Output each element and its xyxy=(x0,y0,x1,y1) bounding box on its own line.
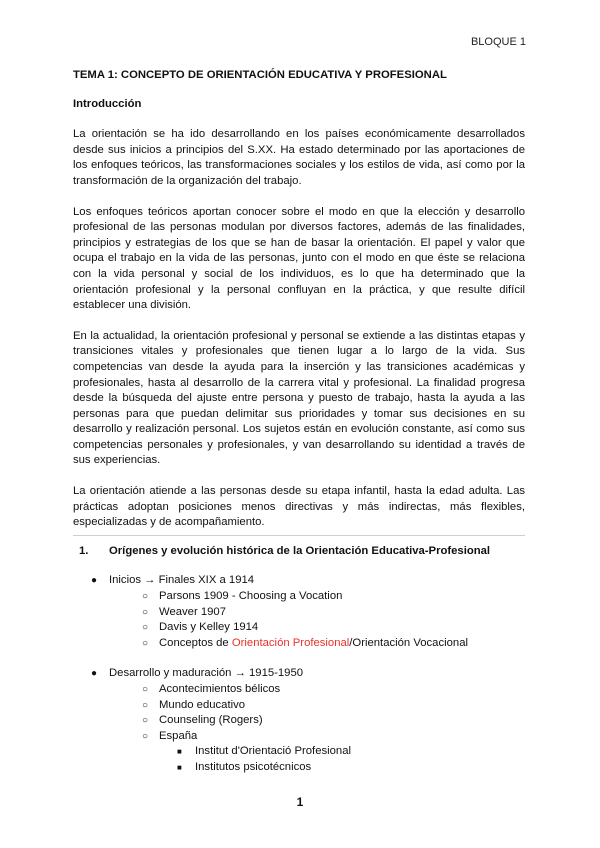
document-title: TEMA 1: CONCEPTO DE ORIENTACIÓN EDUCATIVA Y PROFESIONAL xyxy=(73,69,447,81)
list-item-inicios xyxy=(91,573,525,651)
list-item xyxy=(142,620,525,636)
list-item xyxy=(142,605,525,621)
paragraph: En la actualidad, la orientación profesional y personal se extiende a las distintas etapas y transiciones vitales y profesionales que tienen lugar a lo largo de la vida. Sus competencias van desde la ayuda para la inserción y las transiciones académicas y profesionales, hasta al desarrollo de la carrera vital y profesional. La finalidad progresa desde la búsqueda del ajuste entre persona y puesto de trabajo, hasta la ayuda a las personas para que puedan delimitar sus prioridades y tomar sus decisiones en su desarrollo y realización personal. Los sujetos están en evolución constante, así como sus competencias personales y profesionales, y van desarrollando su identidad a través de sus experiencias. xyxy=(73,329,525,467)
list-item-spain xyxy=(142,729,525,776)
list-item-text: Davis y Kelley 1914 xyxy=(159,621,259,634)
list-item-label: Desarrollo y maduración → 1915-1950 xyxy=(109,667,304,680)
sub-list xyxy=(109,589,525,651)
section-heading xyxy=(73,544,525,560)
highlighted-term: Orientación Profesional xyxy=(231,636,350,649)
list-item-desarrollo xyxy=(91,666,525,775)
list-item xyxy=(142,698,525,714)
outline-list xyxy=(73,573,525,775)
list-item-text: Counseling (Rogers) xyxy=(159,714,263,727)
list-item-text: España xyxy=(159,729,198,742)
list-item-text: Parsons 1909 - Choosing a Vocation xyxy=(159,590,343,603)
circle-bullet-icon: ○ xyxy=(142,606,149,618)
paragraph: La orientación atiende a las personas desde su etapa infantil, hasta la edad adulta. Las prácticas adoptan posiciones menos directivas y más indirectas, más flexibles, especializadas y de acompañamiento. xyxy=(73,485,525,529)
intro-heading: Introducción xyxy=(73,97,142,110)
list-item xyxy=(142,682,525,698)
list-item-text: Institutos psicotécnicos xyxy=(195,760,312,773)
list-item xyxy=(142,589,525,605)
section-title: Orígenes y evolución histórica de la Orientación Educativa-Profesional xyxy=(109,544,491,557)
sub-list xyxy=(109,682,525,776)
list-item-text: Acontecimientos bélicos xyxy=(159,683,281,695)
list-item xyxy=(142,713,525,729)
list-item-text: Mundo educativo xyxy=(159,698,246,711)
page-number: 1 xyxy=(296,795,304,809)
list-item-label: Inicios → Finales XIX a 1914 xyxy=(109,574,255,587)
document-body xyxy=(73,68,525,791)
list-item-text: Institut d'Orientació Profesional xyxy=(195,745,351,758)
list-item-text: Weaver 1907 xyxy=(159,605,226,618)
concepts-prefix: Conceptos de xyxy=(159,636,232,649)
paragraph: La orientación se ha ido desarrollando en los países económicamente desarrollados desde sus inicios a principios del S.XX. Ha estado determinado por las aportaciones de los enfoques teóricos, las transformaciones sociales y los estilos de vida, así como por la transformación de la organización del trabajo. xyxy=(73,128,525,187)
sub-sub-list xyxy=(159,744,525,775)
circle-bullet-icon: ○ xyxy=(142,637,149,649)
circle-bullet-icon: ○ xyxy=(142,730,149,742)
circle-bullet-icon: ○ xyxy=(142,699,149,711)
concepts-suffix: /Orientación Vocacional xyxy=(349,636,468,649)
section-number: 1. xyxy=(79,544,89,557)
circle-bullet-icon: ○ xyxy=(142,622,149,634)
circle-bullet-icon: ○ xyxy=(142,591,149,603)
paragraph: Los enfoques teóricos aportan conocer sobre el modo en que la elección y desarrollo profesional de las personas modulan por diversos factores, además de las finalidades, principios y estrategias de los que se han de basar la orientación. El papel y valor que ocupa el trabajo en la vida de las personas, junto con el modo en que éste se relaciona con la vida personal y social de los individuos, es lo que ha determinado que la orientación profesional y la personal confluyan en la práctica, y que resulte difícil establecer una división. xyxy=(73,205,525,312)
horizontal-divider xyxy=(73,535,525,536)
square-bullet-icon: ■ xyxy=(177,762,182,772)
list-item xyxy=(177,760,525,776)
bullet-icon: ● xyxy=(91,575,98,587)
block-label: BLOQUE 1 xyxy=(470,36,526,48)
square-bullet-icon: ■ xyxy=(177,747,182,757)
list-item xyxy=(177,744,525,760)
list-item-concepts xyxy=(142,636,525,652)
circle-bullet-icon: ○ xyxy=(142,715,149,727)
bullet-icon: ● xyxy=(91,668,98,680)
circle-bullet-icon: ○ xyxy=(142,684,149,695)
